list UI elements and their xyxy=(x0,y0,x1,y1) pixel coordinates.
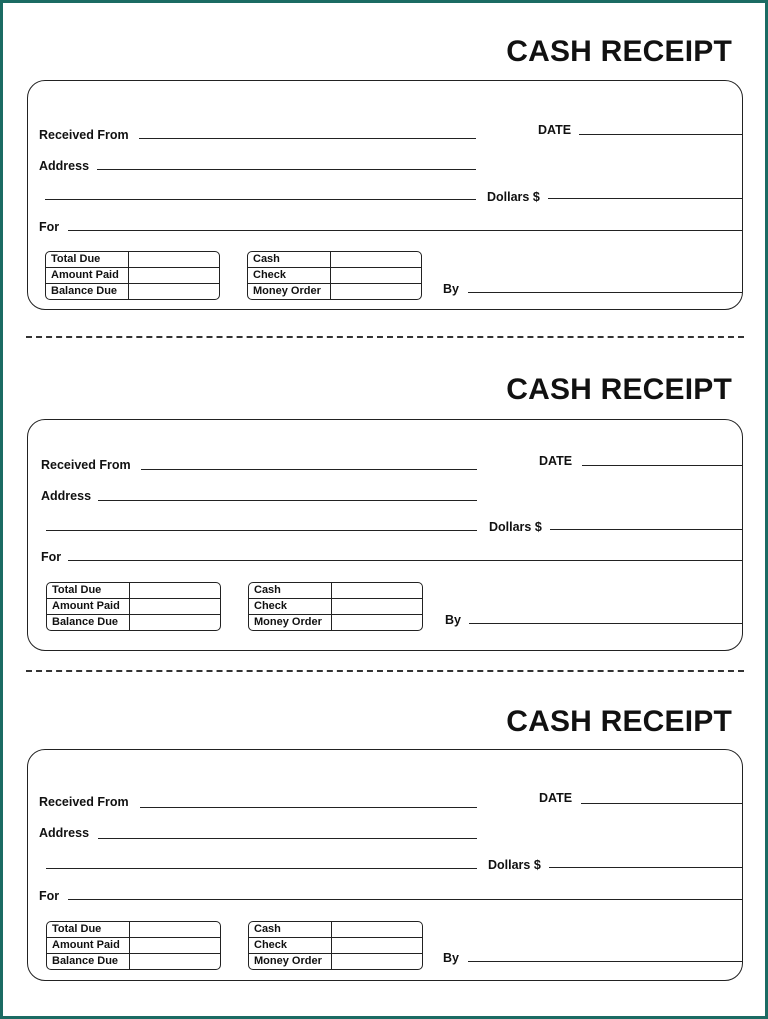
for-label: For xyxy=(39,220,60,234)
cash-label: Cash xyxy=(248,252,331,267)
total-due-label: Total Due xyxy=(47,922,130,937)
balance-due-field[interactable] xyxy=(130,954,220,969)
check-label: Check xyxy=(249,599,332,614)
by-field[interactable] xyxy=(469,623,742,624)
for-field[interactable] xyxy=(68,560,742,561)
address-field-1[interactable] xyxy=(98,838,477,839)
tear-line xyxy=(26,336,744,338)
for-field[interactable] xyxy=(68,230,742,231)
table-row xyxy=(46,268,219,284)
by-label: By xyxy=(445,613,461,627)
dollars-field[interactable] xyxy=(548,198,742,199)
received-from-label: Received From xyxy=(39,795,129,809)
address-field-1[interactable] xyxy=(98,500,477,501)
table-row xyxy=(248,284,421,299)
receipt-form-box xyxy=(27,419,743,651)
totals-table xyxy=(46,582,221,631)
received-from-field[interactable] xyxy=(141,469,477,470)
table-row xyxy=(47,599,220,615)
table-row xyxy=(249,922,422,938)
totals-table xyxy=(46,921,221,970)
table-row xyxy=(248,268,421,284)
money-order-field[interactable] xyxy=(332,615,422,630)
dollars-field[interactable] xyxy=(550,529,742,530)
table-row xyxy=(47,954,220,969)
for-field[interactable] xyxy=(68,899,742,900)
total-due-field[interactable] xyxy=(130,922,220,937)
receipt-form-box xyxy=(27,80,743,310)
total-due-label: Total Due xyxy=(46,252,129,267)
address-field-2[interactable] xyxy=(46,530,477,531)
cash-field[interactable] xyxy=(331,252,421,267)
amount-paid-label: Amount Paid xyxy=(47,938,130,953)
table-row xyxy=(47,922,220,938)
check-field[interactable] xyxy=(332,938,422,953)
total-due-label: Total Due xyxy=(47,583,130,598)
amount-paid-label: Amount Paid xyxy=(47,599,130,614)
received-from-field[interactable] xyxy=(140,807,477,808)
cash-field[interactable] xyxy=(332,922,422,937)
receipt-title: CASH RECEIPT xyxy=(506,373,732,406)
balance-due-label: Balance Due xyxy=(47,615,130,630)
tear-line xyxy=(26,670,744,672)
dollars-label: Dollars $ xyxy=(488,858,541,872)
money-order-label: Money Order xyxy=(248,284,331,299)
address-field-1[interactable] xyxy=(97,169,476,170)
date-label: DATE xyxy=(538,123,572,137)
received-from-label: Received From xyxy=(39,128,129,142)
date-label: DATE xyxy=(539,791,573,805)
amount-paid-field[interactable] xyxy=(130,599,220,614)
table-row xyxy=(46,284,219,299)
check-field[interactable] xyxy=(332,599,422,614)
check-field[interactable] xyxy=(331,268,421,283)
money-order-field[interactable] xyxy=(332,954,422,969)
date-field[interactable] xyxy=(582,465,742,466)
table-row xyxy=(47,583,220,599)
balance-due-field[interactable] xyxy=(130,615,220,630)
balance-due-label: Balance Due xyxy=(47,954,130,969)
table-row xyxy=(47,615,220,630)
address-label: Address xyxy=(39,159,90,173)
table-row xyxy=(248,252,421,268)
received-from-label: Received From xyxy=(41,458,131,472)
dollars-label: Dollars $ xyxy=(489,520,542,534)
table-row xyxy=(249,599,422,615)
table-row xyxy=(249,938,422,954)
address-label: Address xyxy=(41,489,92,503)
totals-table xyxy=(45,251,220,300)
by-field[interactable] xyxy=(468,292,742,293)
balance-due-field[interactable] xyxy=(129,284,219,299)
receipt-title: CASH RECEIPT xyxy=(506,35,732,68)
table-row xyxy=(249,954,422,969)
money-order-label: Money Order xyxy=(249,615,332,630)
received-from-field[interactable] xyxy=(139,138,476,139)
amount-paid-field[interactable] xyxy=(129,268,219,283)
cash-label: Cash xyxy=(249,583,332,598)
for-label: For xyxy=(41,550,62,564)
date-field[interactable] xyxy=(581,803,742,804)
date-label: DATE xyxy=(539,454,573,468)
address-field-2[interactable] xyxy=(45,199,476,200)
cash-field[interactable] xyxy=(332,583,422,598)
address-label: Address xyxy=(39,826,90,840)
by-field[interactable] xyxy=(468,961,742,962)
dollars-label: Dollars $ xyxy=(487,190,540,204)
by-label: By xyxy=(443,951,459,965)
total-due-field[interactable] xyxy=(130,583,220,598)
check-label: Check xyxy=(249,938,332,953)
table-row xyxy=(46,252,219,268)
amount-paid-field[interactable] xyxy=(130,938,220,953)
table-row xyxy=(249,583,422,599)
dollars-field[interactable] xyxy=(549,867,742,868)
date-field[interactable] xyxy=(579,134,742,135)
payment-method-table xyxy=(248,582,423,631)
table-row xyxy=(47,938,220,954)
payment-method-table xyxy=(248,921,423,970)
money-order-label: Money Order xyxy=(249,954,332,969)
for-label: For xyxy=(39,889,60,903)
table-row xyxy=(249,615,422,630)
money-order-field[interactable] xyxy=(331,284,421,299)
amount-paid-label: Amount Paid xyxy=(46,268,129,283)
receipt-form-box xyxy=(27,749,743,981)
address-field-2[interactable] xyxy=(46,868,477,869)
by-label: By xyxy=(443,282,459,296)
payment-method-table xyxy=(247,251,422,300)
check-label: Check xyxy=(248,268,331,283)
total-due-field[interactable] xyxy=(129,252,219,267)
balance-due-label: Balance Due xyxy=(46,284,129,299)
receipt-title: CASH RECEIPT xyxy=(506,705,732,738)
cash-label: Cash xyxy=(249,922,332,937)
